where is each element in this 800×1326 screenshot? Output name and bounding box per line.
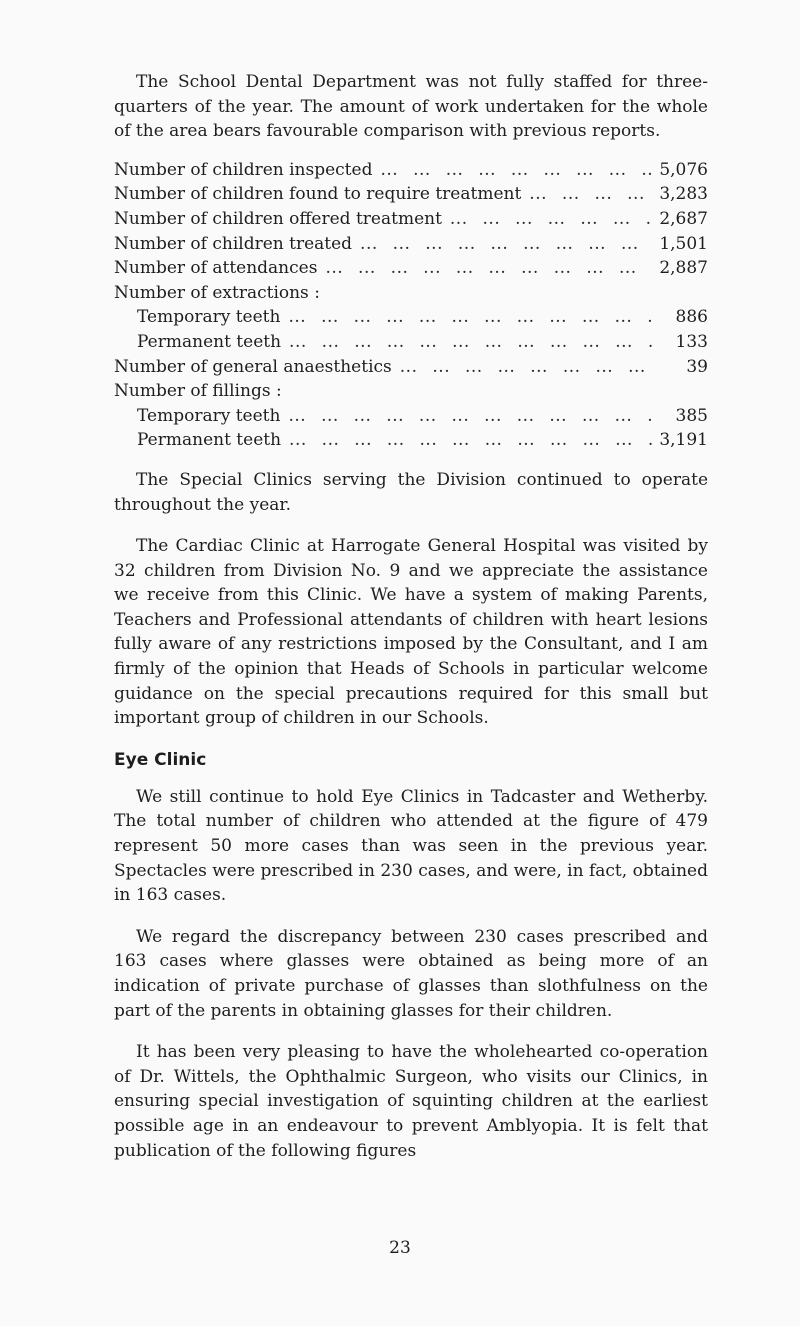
stat-value: 1,501 xyxy=(659,233,708,254)
stat-value: 2,687 xyxy=(659,208,708,229)
fillings-heading: Number of fillings : xyxy=(114,381,282,402)
stat-row-fillings-permanent xyxy=(114,428,708,453)
stat-row-inspected xyxy=(114,158,708,183)
dental-statistics-list xyxy=(114,158,708,453)
extractions-heading: Number of extractions : xyxy=(114,282,320,303)
stat-value: 3,283 xyxy=(659,184,708,205)
dot-leader xyxy=(281,330,652,355)
stat-row-fillings-temporary xyxy=(114,404,708,429)
stat-value: 886 xyxy=(675,307,708,328)
stat-row-extractions-temporary xyxy=(114,305,708,330)
special-clinics-paragraph: The Special Clinics serving the Division continued to operate throughout the year. xyxy=(114,469,708,515)
stat-value: 39 xyxy=(686,356,708,377)
dot-leader xyxy=(280,305,652,330)
stat-row-require-treatment xyxy=(114,182,708,207)
intro-paragraph: The School Dental Department was not fully staffed for three-quarters of the year. The amount of work undertaken for the whole of the area bears favourable comparison with previous reports. xyxy=(114,72,708,142)
stat-label: Number of children offered treatment xyxy=(114,208,442,229)
eye-clinic-paragraph-1: We still continue to hold Eye Clinics in Tadcaster and Wetherby. The total number of children who attended at the figure of 479 represent 50 more cases than was seen in the previous year. Spectacles were prescribed in 230 cases, and were, in fact, obtained in 163 cases. xyxy=(114,786,708,906)
stat-label: Temporary teeth xyxy=(137,405,281,426)
stat-label: Number of general anaesthetics xyxy=(114,356,392,377)
dot-leader xyxy=(442,207,652,232)
stat-label: Number of attendances xyxy=(114,258,318,279)
stat-row-extractions-permanent xyxy=(114,330,708,355)
cardiac-clinic-paragraph: The Cardiac Clinic at Harrogate General Hospital was visited by 32 children from Division No. 9 and we appreciate the assistance we receive from this Clinic. We have a system of making Parents, Teachers and Professional attendants of children with heart lesions fully aware of any restrictions imposed by the Consultant, and I am firmly of the opinion that Heads of Schools in particular welcome guidance on the special precautions required for this small but important group of children in our Schools. xyxy=(114,536,708,729)
stat-label: Permanent teeth xyxy=(137,430,282,451)
stat-value: 5,076 xyxy=(659,159,708,180)
dot-leader xyxy=(392,355,652,380)
stat-value: 3,191 xyxy=(659,430,708,451)
eye-clinic-paragraph-3: It has been very pleasing to have the wholehearted co-operation of Dr. Wittels, the Ophthalmic Surgeon, who visits our Clinics, in ensuring special investigation of squinting children at the earliest possible age in an endeavour to prevent Amblyopia. It is felt that publication of the following figures xyxy=(114,1042,708,1161)
stat-label: Number of children found to require treatment xyxy=(114,184,522,205)
stat-value: 2,887 xyxy=(659,258,708,279)
dot-leader xyxy=(372,158,652,183)
stat-value: 133 xyxy=(675,331,708,352)
document-page xyxy=(114,70,708,1163)
page-number: 23 xyxy=(389,1238,411,1258)
stat-label: Number of children treated xyxy=(114,233,353,254)
stat-label: Number of children inspected xyxy=(114,159,373,180)
dot-leader xyxy=(281,428,652,453)
dot-leader xyxy=(280,404,652,429)
dot-leader xyxy=(317,256,652,281)
dot-leader xyxy=(352,232,652,257)
stat-row-attendances xyxy=(114,256,708,281)
stat-row-offered-treatment xyxy=(114,207,708,232)
stat-row-treated xyxy=(114,232,708,257)
eye-clinic-paragraph-2: We regard the discrepancy between 230 cases prescribed and 163 cases where glasses were obtained as being more of an indication of private purchase of glasses than slothfulness on the part of the parents in obtaining glasses for their children. xyxy=(114,926,708,1021)
stat-value: 385 xyxy=(675,405,708,426)
stat-label: Permanent teeth xyxy=(137,331,282,352)
dot-leader xyxy=(521,182,652,207)
stat-row-anaesthetics xyxy=(114,355,708,380)
stat-label: Temporary teeth xyxy=(137,307,281,328)
eye-clinic-heading: Eye Clinic xyxy=(114,749,207,770)
